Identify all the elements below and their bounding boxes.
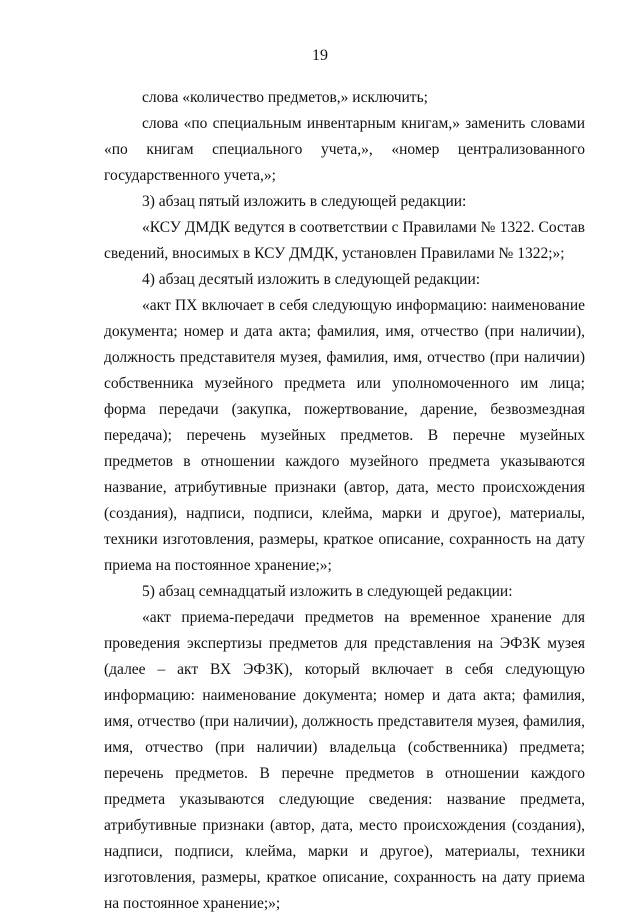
paragraph-6: «акт ПХ включает в себя следующую информацию: наименование документа; номер и дата акта; фамилия, имя, отчество (при наличии), должность представителя музея, фамилия, имя, отчество (при наличии) собственника музейного предмета или уполномоченного им лица; форма передачи (закупка, пожертвование, дарение, безвозмездная передача); перечень музейных предметов. В перечне музейных предметов в отношении каждого музейного предмета указываются название, атрибутивные признаки (автор, дата, место происхождения (создания), надписи, подписи, клейма, марки и другое), материалы, техники изготовления, размеры, краткое описание, сохранность на дату приема на постоянное хранение;»; [104,297,585,574]
paragraph-7: 5) абзац семнадцатый изложить в следующей редакции: [142,583,513,600]
paragraph-2: слова «по специальным инвентарным книгам,» заменить словами «по книгам специального учета,», «номер централизованного государственного учета,»; [104,115,585,184]
document-body [104,85,585,917]
paragraph-3: 3) абзац пятый изложить в следующей редакции: [142,193,467,210]
paragraph-5: 4) абзац десятый изложить в следующей редакции: [142,271,481,288]
paragraph-4: «КСУ ДМДК ведутся в соответствии с Правилами № 1322. Состав сведений, вносимых в КСУ ДМДК, установлен Правилами № 1322;»; [104,219,585,262]
page-number: 19 [312,47,328,64]
paragraph-8: «акт приема-передачи предметов на временное хранение для проведения экспертизы предметов для представления на ЭФЗК музея (далее – акт ВХ ЭФЗК), который включает в себя следующую информацию: наименование документа; номер и дата акта; фамилия, имя, отчество (при наличии), должность представителя музея, фамилия, имя, отчество (при наличии) владельца (собственника) предмета; перечень предметов. В перечне предметов в отношении каждого предмета указываются следующие сведения: название предмета, атрибутивные признаки (автор, дата, место происхождения (создания), надписи, подписи, клейма, марки и другое), материалы, техники изготовления, размеры, краткое описание, сохранность на дату приема на постоянное хранение;»; [104,609,585,912]
paragraph-1: слова «количество предметов,» исключить; [142,89,428,106]
